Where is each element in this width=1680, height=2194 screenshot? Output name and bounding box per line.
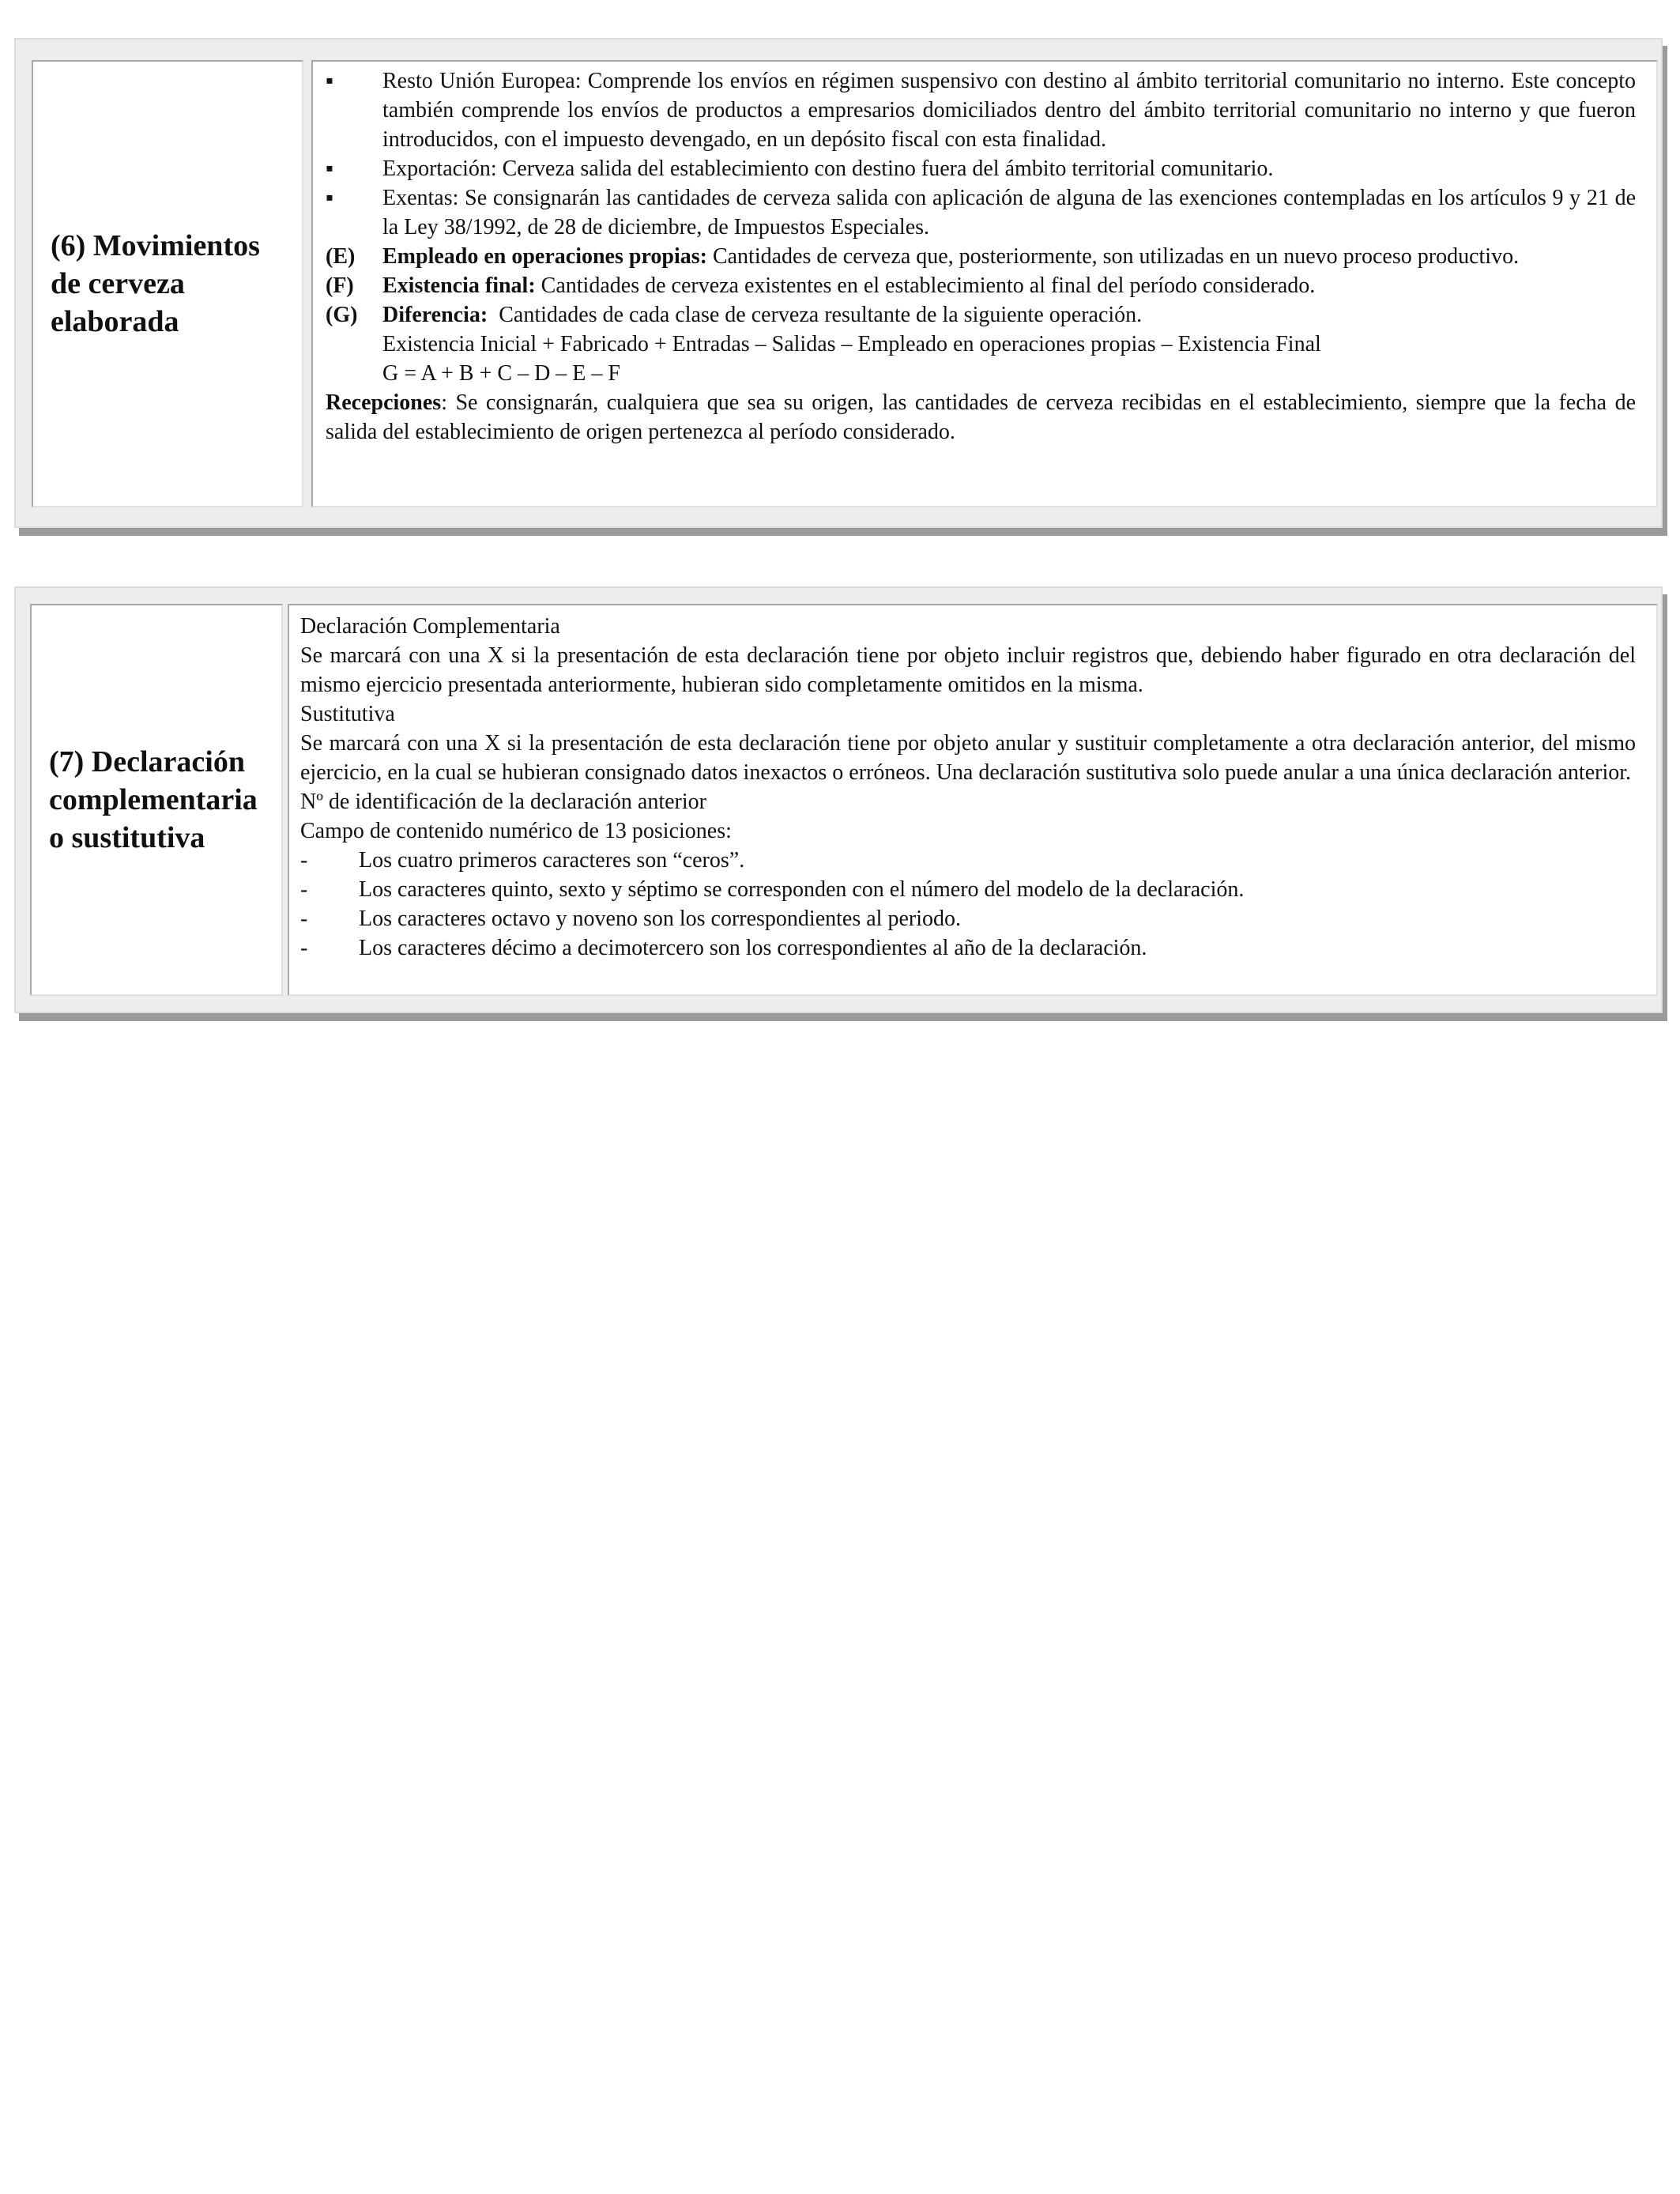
text-numero: Campo de contenido numérico de 13 posiciones:	[300, 819, 732, 843]
definition-item-f	[326, 271, 1636, 300]
dash-marker: -	[300, 907, 308, 931]
definition-marker: (E)	[326, 244, 356, 269]
definition-text: Cantidades de cerveza existentes en el establecimiento al final del período considerado.	[535, 273, 1316, 298]
bullet-text: Exportación: Cerveza salida del establecimiento con destino fuera del ámbito territorial comunitario.	[382, 156, 1274, 181]
text-complementaria: Se marcará con una X si la presentación de esta declaración tiene por objeto incluir registros que, debiendo haber figurado en otra declaración del mismo ejercicio presentada anteriormente, hubieran sido completamente omitidos en la misma.	[300, 643, 1636, 697]
dash-marker: -	[300, 877, 308, 902]
definition-marker: (F)	[326, 273, 354, 298]
definition-marker: (G)	[326, 303, 358, 327]
heading-sustitutiva: Sustitutiva	[300, 702, 395, 726]
definition-term: Existencia final:	[382, 273, 536, 298]
section-6-content-cell	[311, 60, 1658, 507]
recepciones-paragraph	[326, 388, 1636, 447]
section-7-content	[300, 612, 1636, 963]
definition-item-e	[326, 242, 1636, 271]
dash-text: Los cuatro primeros caracteres son “ceros”.	[359, 848, 745, 873]
recepciones-term: Recepciones	[326, 390, 442, 415]
section-7-title: (7) Declaración complementaria o sustitutiva	[49, 745, 258, 854]
heading-numero: Nº de identificación de la declaración anterior	[300, 790, 706, 814]
text-sustitutiva: Se marcará con una X si la presentación de esta declaración tiene por objeto anular y sustituir completamente a otra declaración anterior, del mismo ejercicio, en la cual se hubieran consignado datos inexactos o erróneos. Una declaración sustitutiva solo puede anular a una única declaración anterior.	[300, 731, 1636, 785]
definition-text: Cantidades de cada clase de cerveza resultante de la siguiente operación.	[488, 303, 1143, 327]
dash-text: Los caracteres décimo a decimotercero son los correspondientes al año de la declaración.	[359, 936, 1147, 960]
section-7-table	[30, 604, 1658, 996]
dash-item	[300, 933, 1636, 963]
formula-line-2: G = A + B + C – D – E – F	[382, 361, 620, 386]
bullet-text: Exentas: Se consignarán las cantidades de cerveza salida con aplicación de alguna de las exenciones contempladas en los artículos 9 y 21 de la Ley 38/1992, de 28 de diciembre, de Impuestos Especiales.	[382, 186, 1636, 239]
section-6-content	[326, 66, 1636, 447]
section-6-panel	[14, 38, 1663, 528]
definition-text: Cantidades de cerveza que, posteriormente, son utilizadas en un nuevo proceso productivo.	[706, 244, 1520, 269]
bullet-item	[326, 154, 1636, 183]
heading-complementaria: Declaración Complementaria	[300, 614, 560, 639]
dash-item	[300, 875, 1636, 904]
section-7-label-cell	[30, 604, 283, 996]
section-7-panel	[14, 586, 1663, 1013]
definition-term: Empleado en operaciones propias:	[382, 244, 707, 269]
dash-text: Los caracteres octavo y noveno son los correspondientes al periodo.	[359, 907, 961, 931]
definition-item-g	[326, 300, 1636, 330]
section-7-content-cell	[288, 604, 1658, 996]
bullet-marker: ▪	[326, 69, 333, 93]
bullet-text: Resto Unión Europea: Comprende los envíos en régimen suspensivo con destino al ámbito territorial comunitario no interno. Este concepto también comprende los envíos de productos a empresarios domiciliados dentro del ámbito territorial comunitario no interno y que fueron introducidos, con el impuesto devengado, en un depósito fiscal con esta finalidad.	[382, 69, 1636, 152]
bullet-marker: ▪	[326, 186, 333, 210]
section-6-label-cell	[32, 60, 303, 507]
recepciones-text: : Se consignarán, cualquiera que sea su origen, las cantidades de cerveza recibidas en el establecimiento, siempre que la fecha de salida del establecimiento de origen pertenezca al período considerado.	[326, 390, 1636, 444]
dash-marker: -	[300, 936, 308, 960]
dash-text: Los caracteres quinto, sexto y séptimo se corresponden con el número del modelo de la declaración.	[359, 877, 1245, 902]
formula-line-1: Existencia Inicial + Fabricado + Entradas – Salidas – Empleado en operaciones propias – Existencia Final	[382, 332, 1321, 356]
bullet-item	[326, 183, 1636, 242]
bullet-item	[326, 66, 1636, 154]
dash-item	[300, 904, 1636, 933]
dash-marker: -	[300, 848, 308, 873]
bullet-marker: ▪	[326, 156, 333, 181]
dash-item	[300, 846, 1636, 875]
section-6-table	[32, 60, 1658, 507]
definition-term: Diferencia:	[382, 303, 488, 327]
section-6-title: (6) Movimientos de cerveza elaborada	[51, 229, 260, 338]
